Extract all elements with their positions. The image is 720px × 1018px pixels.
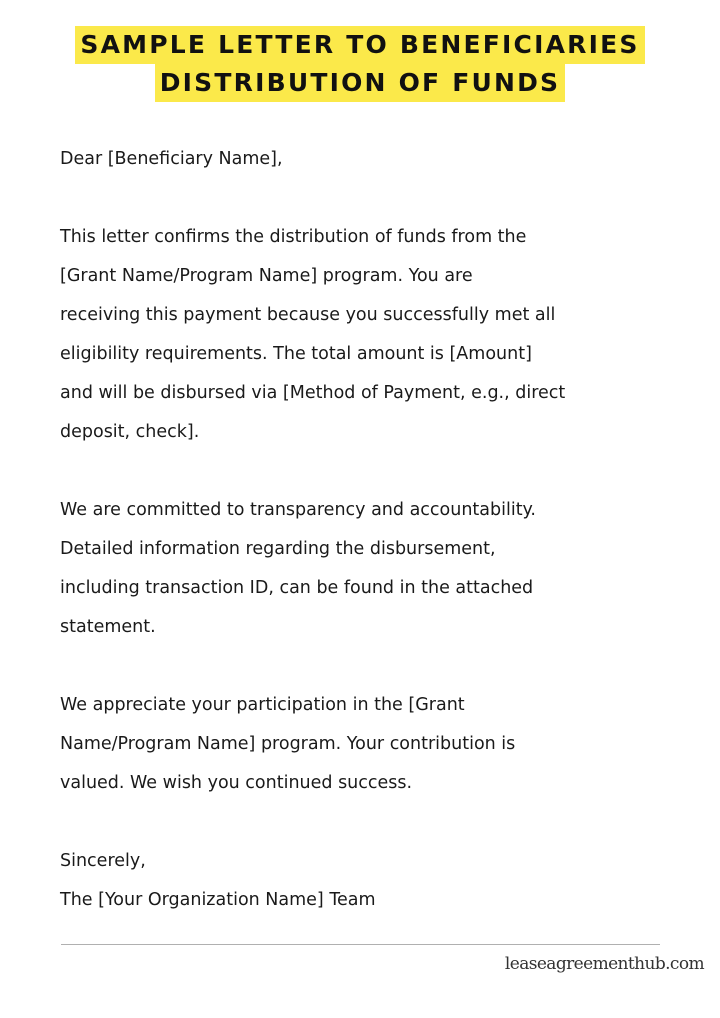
text-line: eligibility requirements. The total amount is [Amount] [60, 344, 532, 364]
closing: Sincerely, [60, 851, 146, 871]
text-line: receiving this payment because you successfully met all [60, 305, 556, 325]
document-title [0, 26, 720, 102]
text-line: We are committed to transparency and accountability. [60, 500, 536, 520]
title-line-2: DISTRIBUTION OF FUNDS [155, 64, 566, 102]
footer-divider [61, 944, 660, 945]
signature: The [Your Organization Name] Team [60, 890, 376, 910]
text-line: This letter confirms the distribution of funds from the [60, 227, 527, 247]
text-line: including transaction ID, can be found in the attached [60, 578, 534, 598]
text-line: and will be disbursed via [Method of Payment, e.g., direct [60, 383, 566, 403]
text-line: [Grant Name/Program Name] program. You are [60, 266, 473, 286]
text-line: statement. [60, 617, 156, 637]
text-line: We appreciate your participation in the [Grant [60, 695, 465, 715]
footer-website: leaseagreementhub.com [504, 954, 704, 974]
title-line-1: SAMPLE LETTER TO BENEFICIARIES [75, 26, 644, 64]
salutation: Dear [Beneficiary Name], [60, 149, 283, 169]
closing-block [60, 842, 376, 920]
paragraph-distribution [60, 218, 700, 452]
text-line: Name/Program Name] program. Your contribution is [60, 734, 516, 754]
text-line: Detailed information regarding the disbursement, [60, 539, 496, 559]
text-line: valued. We wish you continued success. [60, 773, 413, 793]
text-line: deposit, check]. [60, 422, 200, 442]
paragraph-appreciation [60, 686, 700, 803]
paragraph-transparency [60, 491, 700, 647]
